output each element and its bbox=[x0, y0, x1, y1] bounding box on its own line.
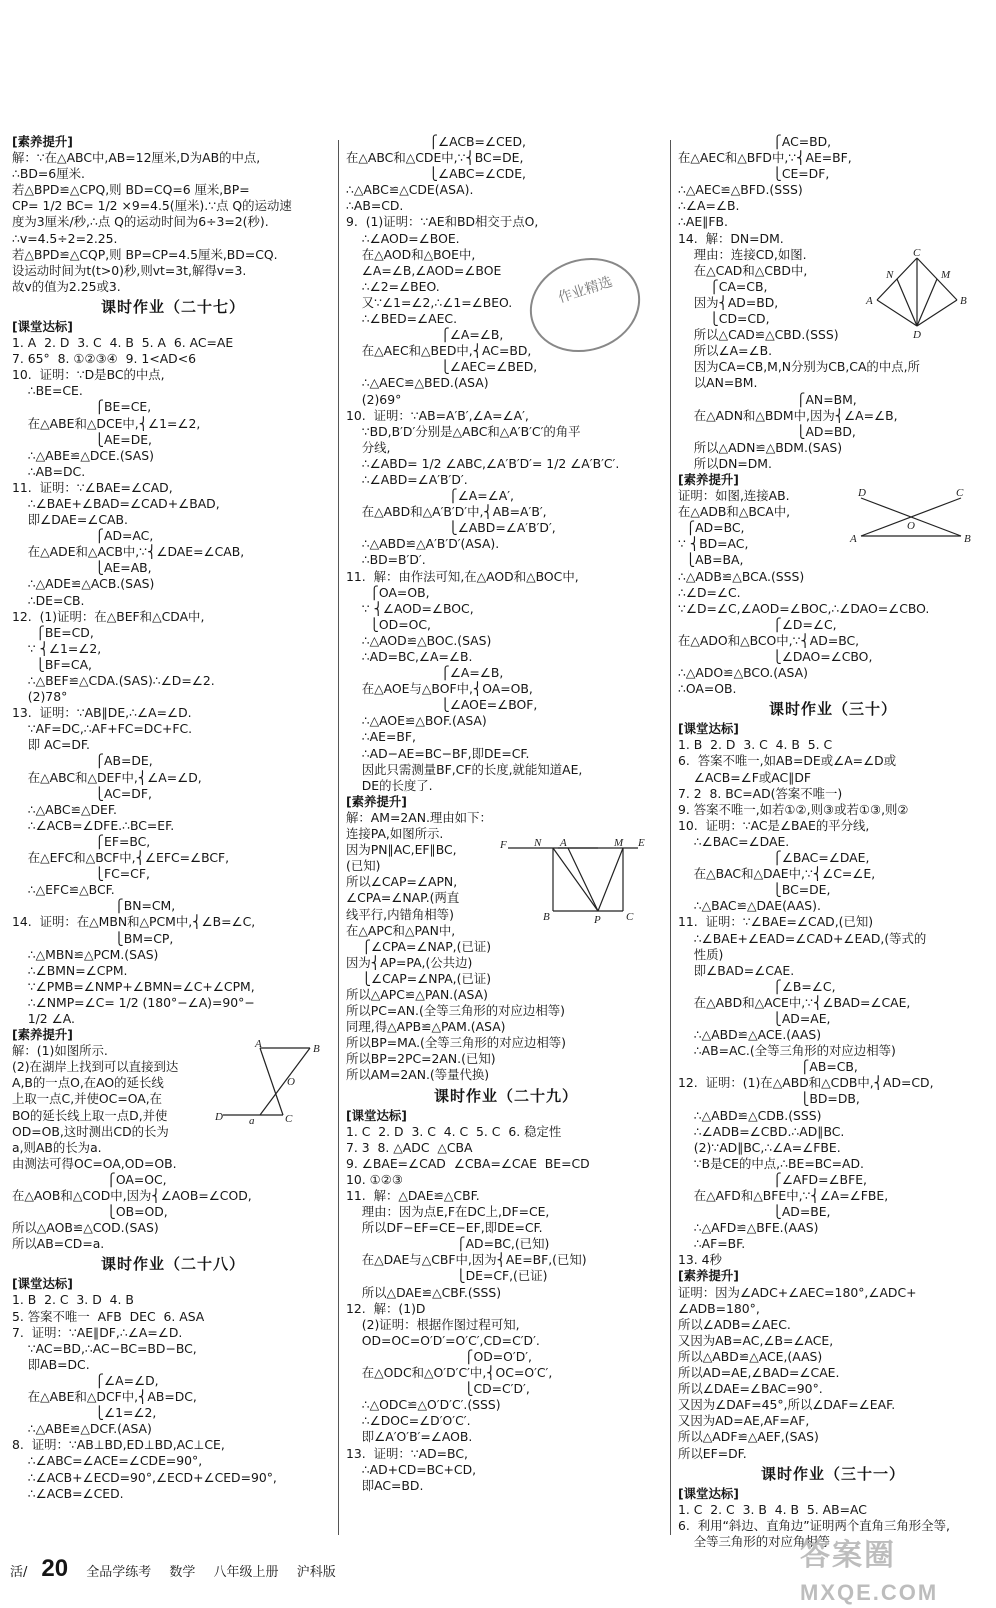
answer-line: 故v的值为2.25或3. bbox=[12, 278, 121, 294]
answer-line: ∴BE=CE. bbox=[12, 383, 83, 399]
answer-line: 在△AEC和△BED中,⎨AC=BD, bbox=[346, 343, 532, 359]
answer-line: ∴△ABD≌△ACE.(AAS) bbox=[678, 1027, 822, 1043]
answer-line: 在△AOD和△BOE中, bbox=[346, 246, 476, 262]
answer-line: ∴∠2=∠BEO. bbox=[346, 278, 440, 294]
answer-line: 12. 解：(1)D bbox=[346, 1300, 426, 1316]
answer-line: ∴AE∥FB. bbox=[678, 214, 728, 230]
answer-line: 即∠A′O′B′=∠AOB. bbox=[346, 1429, 473, 1445]
answer-line: 又∵∠1=∠2,∴∠1=∠BEO. bbox=[346, 294, 513, 310]
answer-line: 即AC=BD. bbox=[346, 1477, 424, 1493]
answer-line: ∴DE=CB. bbox=[12, 592, 85, 608]
answer-line: ⎩BF=CA, bbox=[12, 656, 93, 672]
answer-line: (已知) bbox=[346, 858, 381, 874]
answer-line: ∵AF=DC,∴AF+FC=DC+FC. bbox=[12, 721, 193, 737]
footer-grade: 八年级上册 bbox=[213, 1565, 279, 1580]
answer-line: 10. 证明：∵AB=A′B′,∠A=∠A′, bbox=[346, 407, 529, 423]
footer-brand: 全品学练考 bbox=[86, 1565, 152, 1580]
answer-line: 在△AFD和△BFE中,∵⎨∠A=∠FBE, bbox=[678, 1188, 889, 1203]
answer-line: A,B的一点O,在AO的延长线 bbox=[12, 1075, 164, 1091]
figure-label: A bbox=[560, 837, 567, 849]
answer-line: (2)69° bbox=[346, 391, 402, 407]
answer-line: 全等三角形的对应角相等 bbox=[678, 1533, 831, 1549]
answer-line: 10. 证明：∵D是BC的中点, bbox=[12, 367, 165, 383]
subsection-tag: [课堂达标] bbox=[12, 1276, 73, 1292]
answer-line: 即∠DAE=∠CAB. bbox=[12, 512, 128, 528]
answer-line: ⎩AD=BD, bbox=[678, 423, 856, 439]
answer-line: ⎩∠ABD=∠A′B′D′, bbox=[346, 520, 556, 536]
answer-line: ∴△ODC≌△O′D′C′.(SSS) bbox=[346, 1397, 501, 1413]
answer-line: 即 AC=DF. bbox=[12, 737, 90, 753]
answer-line: 所以∠ADB=∠AEC. bbox=[678, 1316, 791, 1332]
answer-line: ∵ ⎨∠AOD=∠BOC, bbox=[346, 600, 474, 616]
answer-line: ∴∠ABD= 1/2 ∠ABC,∠A′B′D′= 1/2 ∠A′B′C′. bbox=[346, 455, 620, 471]
answer-line: 所以BP=MA.(全等三角形的对应边相等) bbox=[346, 1035, 566, 1051]
answer-line: ∴∠ABD=∠A′B′D′. bbox=[346, 471, 468, 487]
answer-line: 10. 证明：∵AC是∠BAE的平分线, bbox=[678, 817, 870, 833]
figure-label: F bbox=[500, 839, 507, 851]
answer-line: 所以△ADF≌△AEF,(SAS) bbox=[678, 1429, 819, 1445]
subsection-tag: [课堂达标] bbox=[678, 721, 739, 737]
figure-label: D bbox=[858, 487, 866, 499]
subsection-tag: [素养提升] bbox=[12, 134, 73, 149]
answer-line: ∴∠BED=∠AEC. bbox=[346, 311, 458, 327]
answer-line: 7. 65° 8. ①②③④ 9. 1<AD<6 bbox=[12, 351, 196, 367]
answer-line: ⎧∠A=∠B, bbox=[346, 665, 504, 681]
answer-line: 设运动时间为t(t>0)秒,则vt=3t,解得v=3. bbox=[12, 262, 247, 278]
homework-stamp bbox=[520, 250, 650, 360]
figure-label: B bbox=[960, 295, 967, 307]
answer-line: ⎩AB=BA, bbox=[678, 552, 744, 568]
answer-line: ∴∠ACB=∠DFE.∴BC=EF. bbox=[12, 817, 175, 833]
footer-prefix: 活/ bbox=[10, 1565, 28, 1580]
parallel-lines-figure bbox=[498, 836, 648, 926]
answer-line: 又因为∠DAF=45°,所以∠DAF=∠EAF. bbox=[678, 1397, 896, 1413]
subsection-tag: [素养提升] bbox=[678, 1268, 739, 1284]
answer-line: 若△BPD≌△CPQ,则 BD=CQ=6 厘米,BP= bbox=[12, 182, 250, 198]
answer-line: ∵∠D=∠C,∠AOD=∠BOC,∴∠DAO=∠CBO. bbox=[678, 600, 930, 616]
answer-line: a,则AB的长为a. bbox=[12, 1139, 102, 1155]
answer-line: ∵ ⎨∠1=∠2, bbox=[12, 640, 102, 656]
answer-line: 在△ABC和△CDE中,∵⎨BC=DE, bbox=[346, 150, 524, 166]
answer-line: 13. 证明：∵AD=BC, bbox=[346, 1445, 468, 1461]
answer-line: 7. 2 8. BC=AD(答案不唯一) bbox=[678, 785, 843, 801]
answer-line: 在△AEC和△BFD中,∵⎨AE=BF, bbox=[678, 150, 852, 166]
answer-line: ⎧∠BAC=∠DAE, bbox=[678, 850, 870, 866]
answer-line: 上取一点C,并使OC=OA,在 bbox=[12, 1091, 163, 1107]
answer-line: ∴△AFD≌△BFE.(AAS) bbox=[678, 1220, 819, 1236]
figure-label: C bbox=[626, 911, 634, 923]
answer-line: 1/2 ∠A. bbox=[12, 1010, 75, 1026]
answer-line: ∴∠BAC=∠DAE. bbox=[678, 833, 790, 849]
answer-line: ⎩CE=DF, bbox=[678, 166, 830, 182]
column-divider bbox=[670, 140, 671, 1535]
answer-column-left bbox=[12, 134, 334, 1502]
answer-line: 7. 证明：∵AE∥DF,∴∠A=∠D. bbox=[12, 1324, 183, 1340]
kite-figure bbox=[862, 248, 972, 340]
answer-line: 1. C 2. D 3. C 4. C 5. C 6. 稳定性 bbox=[346, 1123, 562, 1139]
answer-line: 解：AM=2AN.理由如下： bbox=[346, 809, 492, 825]
answer-line: 所以AD=AE,∠BAD=∠CAE. bbox=[678, 1365, 840, 1381]
section-heading: 课时作业（二十七） bbox=[100, 297, 245, 316]
answer-line: ∴△BAC≌△DAE(AAS). bbox=[678, 898, 821, 914]
answer-line: ⎧OA=OC, bbox=[12, 1171, 167, 1187]
answer-line: ∴∠BAE+∠BAD=∠CAD+∠BAD, bbox=[12, 495, 220, 511]
answer-line: 在△DAE与△CBF中,因为⎨AE=BF,(已知) bbox=[346, 1252, 587, 1268]
answer-line: 所以△ADN≌△BDM.(SAS) bbox=[678, 439, 843, 455]
answer-line: ∴∠ABC=∠ACE=∠CDE=90°, bbox=[12, 1453, 203, 1469]
answer-line: ∴AD+CD=BC+CD, bbox=[346, 1461, 477, 1477]
answer-line: 即AB=DC. bbox=[12, 1356, 90, 1372]
answer-line: 证明：如图,连接AB. bbox=[678, 488, 790, 504]
subsection-tag: [课堂达标] bbox=[12, 318, 73, 334]
subsection-tag: [课堂达标] bbox=[678, 1485, 739, 1501]
answer-line: ⎩CD=C′D′, bbox=[346, 1381, 530, 1397]
section-heading: 课时作业（三十一） bbox=[760, 1464, 905, 1483]
answer-line: 9. ∠BAE=∠CAD ∠CBA=∠CAE BE=CD bbox=[346, 1155, 590, 1171]
page-footer bbox=[10, 1555, 350, 1585]
answer-line: 在△ABD和△A′B′D′中,⎨AB=A′B′, bbox=[346, 504, 547, 520]
figure-label: O bbox=[287, 1076, 295, 1088]
answer-line: 因为⎨AP=PA,(公共边) bbox=[346, 954, 473, 970]
answer-line: ⎩CD=CD, bbox=[678, 311, 770, 327]
answer-line: 所以∠CAP=∠APN, bbox=[346, 874, 458, 890]
figure-label: C bbox=[285, 1113, 293, 1125]
answer-line: ⎧AB=DE, bbox=[12, 753, 153, 769]
figure-label: a bbox=[249, 1115, 255, 1125]
answer-line: ∴△AOE≌△BOF.(ASA) bbox=[346, 713, 487, 729]
answer-line: ⎧AB=CB, bbox=[678, 1059, 858, 1075]
answer-line: OD=OC=O′D′=O′C′,CD=C′D′. bbox=[346, 1332, 540, 1348]
answer-line: ∴△ABC≌△CDE(ASA). bbox=[346, 182, 474, 198]
answer-line: ∴OA=OB. bbox=[678, 681, 737, 697]
answer-line: ∴△ABE≌△DCF.(ASA) bbox=[12, 1421, 152, 1437]
answer-line: 所以AM=2AN.(等量代换) bbox=[346, 1067, 490, 1083]
answer-line: 在△ADN和△BDM中,因为⎨∠A=∠B, bbox=[678, 407, 898, 423]
answer-line: ∴∠NMP=∠C= 1/2 (180°−∠A)=90°− bbox=[12, 994, 255, 1010]
answer-line: 13. 4秒 bbox=[678, 1252, 722, 1268]
answer-line: ⎩AD=AE, bbox=[678, 1010, 831, 1026]
subsection-tag: [素养提升] bbox=[346, 793, 407, 809]
answer-line: ∴△AEC≌△BED.(ASA) bbox=[346, 375, 489, 391]
answer-line: ∴∠DOC=∠D′O′C′. bbox=[346, 1413, 471, 1429]
figure-label: A bbox=[255, 1040, 262, 1050]
answer-line: 1. A 2. D 3. C 4. B 5. A 6. AC=AE bbox=[12, 335, 234, 351]
figure-label: A bbox=[866, 295, 873, 307]
figure-label: D bbox=[913, 329, 921, 340]
answer-line: ∴△ADE≌△ACB.(SAS) bbox=[12, 576, 155, 592]
answer-line: 在△ABD和△ACE中,∵⎨∠BAD=∠CAE, bbox=[678, 994, 911, 1010]
answer-line: ⎩∠CAP=∠NPA,(已证) bbox=[346, 970, 492, 986]
answer-line: ⎧BE=CD, bbox=[12, 624, 94, 640]
answer-line: 所以DN=DM. bbox=[678, 455, 772, 471]
answer-line: ⎧AD=AC, bbox=[12, 528, 154, 544]
figure-label: B bbox=[543, 911, 550, 923]
answer-line: ⎩AE=AB, bbox=[12, 560, 152, 576]
subsection-tag: [素养提升] bbox=[12, 1027, 73, 1043]
answer-line: 因为CA=CB,M,N分别为CB,CA的中点,所 bbox=[678, 359, 920, 375]
answer-line: ⎩∠ABC=∠CDE, bbox=[346, 166, 526, 182]
answer-line: 同理,得△APB≌△PAM.(ASA) bbox=[346, 1019, 506, 1035]
answer-line: ∵ ⎨BD=AC, bbox=[678, 536, 749, 552]
answer-line: ∴BD=B′D′. bbox=[346, 552, 426, 568]
answer-line: ∵∠PMB=∠NMP+∠BMN=∠C+∠CPM, bbox=[12, 978, 255, 994]
answer-line: 所以BP=2PC=2AN.(已知) bbox=[346, 1051, 496, 1067]
answer-line: ∴△ABD≌△CDB.(SSS) bbox=[678, 1107, 822, 1123]
answer-line: OD=OB,这时测出CD的长为 bbox=[12, 1123, 169, 1139]
answer-line: 11. 解：△DAE≌△CBF. bbox=[346, 1188, 480, 1203]
answer-line: ⎩BD=DB, bbox=[678, 1091, 860, 1107]
answer-line: ∴∠A=∠B. bbox=[678, 198, 740, 214]
answer-line: ⎧AC=BD, bbox=[678, 134, 832, 149]
answer-line: 所以DF−EF=CE−EF,即DE=CF. bbox=[346, 1220, 543, 1236]
answer-line: ∴△AOD≌△BOC.(SAS) bbox=[346, 632, 492, 648]
answer-line: ⎩∠AOE=∠BOF, bbox=[346, 697, 538, 713]
answer-line: 在△ABC和△DEF中,⎨∠A=∠D, bbox=[12, 769, 202, 785]
answer-line: ∴△ADO≌△BCO.(ASA) bbox=[678, 665, 808, 681]
answer-line: ⎧OA=OB, bbox=[346, 584, 430, 600]
answer-line: 所以∠A=∠B. bbox=[678, 343, 773, 359]
answer-line: ∴△BEF≌△CDA.(SAS)∴∠D=∠2. bbox=[12, 673, 215, 688]
subsection-tag: [课堂达标] bbox=[346, 1107, 407, 1123]
answer-line: 由测法可得OC=OA,OD=OB. bbox=[12, 1155, 177, 1171]
answer-line: ⎩BM=CP, bbox=[12, 930, 174, 946]
answer-line: ⎧OD=O′D′, bbox=[346, 1348, 532, 1364]
answer-line: ∴∠ACB=∠CED. bbox=[12, 1485, 124, 1501]
watermark-logo: 答案圈 MXQE.COM bbox=[800, 1539, 939, 1605]
figure-label: E bbox=[638, 837, 645, 849]
figure-label: N bbox=[534, 837, 542, 849]
answer-line: ∠CPA=∠NAP.(两直 bbox=[346, 890, 460, 906]
answer-line: ∴AF=BF. bbox=[678, 1236, 746, 1252]
answer-line: 因为⎨AD=BD, bbox=[678, 294, 779, 310]
answer-line: ∠ADB=180°, bbox=[678, 1300, 760, 1316]
figure-label: A bbox=[850, 533, 857, 545]
figure-label: P bbox=[594, 914, 601, 926]
answer-line: 1. C 2. C 3. B 4. B 5. AB=AC bbox=[678, 1501, 867, 1517]
answer-line: ⎧∠A=∠A′, bbox=[346, 488, 514, 504]
answer-line: 在△ABE和△DCE中,⎨∠1=∠2, bbox=[12, 415, 201, 431]
bowtie-figure bbox=[846, 486, 976, 550]
answer-line: 因为PN∥AC,EF∥BC, bbox=[346, 842, 457, 858]
answer-line: 在△BAC和△DAE中,∵⎨∠C=∠E, bbox=[678, 866, 876, 882]
answer-line: ∵AC=BD,∴AC−BC=BD−BC, bbox=[12, 1340, 197, 1356]
answer-line: ⎧CA=CB, bbox=[678, 278, 768, 294]
answer-line: 解：∵在△ABC中,AB=12厘米,D为AB的中点, bbox=[12, 150, 261, 166]
answer-line: ∵B是CE的中点,∴BE=BC=AD. bbox=[678, 1155, 864, 1171]
answer-line: 所以PC=AN.(全等三角形的对应边相等) bbox=[346, 1003, 565, 1019]
section-heading: 课时作业（三十） bbox=[768, 700, 897, 719]
answer-line: ∴∠D=∠C. bbox=[678, 584, 741, 600]
answer-line: ⎩∠AEC=∠BED, bbox=[346, 359, 538, 375]
answer-line: 在△ADE和△ACB中,∵⎨∠DAE=∠CAB, bbox=[12, 544, 245, 560]
answer-line: ∴AB=CD. bbox=[346, 198, 404, 214]
answer-line: ∴△EFC≌△BCF. bbox=[12, 882, 115, 898]
answer-line: 又因为AB=AC,∠B=∠ACE, bbox=[678, 1332, 834, 1348]
section-heading: 课时作业（二十八） bbox=[100, 1255, 245, 1274]
answer-line: ⎩DE=CF,(已证) bbox=[346, 1268, 548, 1284]
answer-line: ⎧∠ACB=∠CED, bbox=[346, 134, 526, 149]
answer-line: ⎧BN=CM, bbox=[12, 898, 176, 914]
answer-line: 所以△ABD≌△ACE,(AAS) bbox=[678, 1348, 823, 1364]
answer-line: 7. 3 8. △ADC △CBA bbox=[346, 1139, 473, 1155]
answer-line: 8. 证明：∵AB⊥BD,ED⊥BD,AC⊥CE, bbox=[12, 1437, 225, 1453]
answer-line: 在△ADB和△BCA中, bbox=[678, 504, 791, 520]
answer-line: 理由：连接CD,如图. bbox=[678, 246, 807, 262]
answer-line: (2)∵AD∥BC,∴∠A=∠FBE. bbox=[678, 1139, 841, 1155]
figure-label: O bbox=[907, 520, 915, 532]
answer-line: ∴AE=BF, bbox=[346, 729, 416, 745]
answer-line: 性质) bbox=[678, 946, 724, 962]
answer-line: 所以△AOB≌△COD.(SAS) bbox=[12, 1220, 159, 1236]
section-heading: 课时作业（二十九） bbox=[433, 1086, 578, 1105]
answer-line: 在△ADO和△BCO中,∵⎨AD=BC, bbox=[678, 632, 860, 648]
answer-line: ∴△AEC≌△BFD.(SSS) bbox=[678, 182, 803, 198]
answer-line: 在△CAD和△CBD中, bbox=[678, 262, 808, 278]
answer-line: 所以△APC≌△PAN.(ASA) bbox=[346, 986, 488, 1002]
answer-line: 在△EFC和△BCF中,⎨∠EFC=∠BCF, bbox=[12, 850, 230, 866]
answer-line: 所以AB=CD=a. bbox=[12, 1236, 105, 1252]
answer-column-right bbox=[678, 134, 988, 1550]
answer-line: ⎩OD=OC, bbox=[346, 616, 431, 632]
answer-line: ⎧BE=CE, bbox=[12, 399, 152, 415]
answer-line: ⎩∠DAO=∠CBO, bbox=[678, 649, 873, 664]
answer-line: ⎧EF=BC, bbox=[12, 833, 151, 849]
answer-line: ⎩AC=DF, bbox=[12, 785, 152, 801]
footer-edition: 沪科版 bbox=[296, 1565, 336, 1580]
answer-line: 6. 利用“斜边、直角边”证明两个直角三角形全等, bbox=[678, 1517, 950, 1533]
answer-line: (2)证明：根据作图过程可知, bbox=[346, 1316, 520, 1332]
answer-line: ⎧∠A=∠B, bbox=[346, 327, 504, 343]
answer-line: ∴△ABC≌△DEF. bbox=[12, 801, 117, 817]
answer-line: ∴△ABD≌△A′B′D′(ASA). bbox=[346, 536, 500, 552]
answer-line: 12. (1)证明：在△BEF和△CDA中, bbox=[12, 608, 205, 624]
answer-line: 1. B 2. C 3. D 4. B bbox=[12, 1292, 134, 1308]
answer-line: ∴△ABE≌△DCE.(SAS) bbox=[12, 447, 154, 463]
answer-line: ⎧∠D=∠C, bbox=[678, 616, 837, 632]
answer-line: ⎩OB=OD, bbox=[12, 1204, 168, 1220]
answer-line: 在△APC和△PAN中, bbox=[346, 922, 456, 938]
lake-measure-figure bbox=[215, 1040, 330, 1125]
answer-line: ∴∠BAE+∠EAD=∠CAD+∠EAD,(等式的 bbox=[678, 930, 927, 946]
answer-line: ∴∠BMN=∠CPM. bbox=[12, 962, 128, 978]
stamp-text: 作业精选 bbox=[556, 273, 615, 307]
answer-line: 解：(1)如图所示. bbox=[12, 1043, 108, 1059]
figure-label: M bbox=[941, 269, 951, 281]
answer-line: BO的延长线上取一点D,并使 bbox=[12, 1107, 168, 1123]
figure-label: C bbox=[956, 487, 964, 499]
answer-line: ∴AB=DC. bbox=[12, 463, 86, 479]
answer-line: 11. 证明：∵∠BAE=∠CAD,(已知) bbox=[678, 914, 874, 930]
answer-line: 11. 解：由作法可知,在△AOD和△BOC中, bbox=[346, 568, 579, 584]
answer-line: 9. (1)证明：∵AE和BD相交于点O, bbox=[346, 214, 539, 230]
answer-line: ∴AB=AC.(全等三角形的对应边相等) bbox=[678, 1043, 896, 1059]
answer-line: ⎩AD=BE, bbox=[678, 1204, 831, 1220]
figure-label: C bbox=[913, 248, 921, 259]
answer-line: 又因为AD=AE,AF=AF, bbox=[678, 1413, 810, 1429]
answer-line: 9. 答案不唯一,如若①②,则③或若①③,则② bbox=[678, 801, 909, 817]
column-divider bbox=[338, 140, 339, 1535]
figure-label: M bbox=[614, 837, 624, 849]
answer-line: 11. 证明：∵∠BAE=∠CAD, bbox=[12, 479, 173, 495]
answer-line: 因此只需测量BF,CF的长度,就能知道AE, bbox=[346, 761, 583, 777]
answer-line: ∴AD−AE=BC−BF,即DE=CF. bbox=[346, 745, 530, 761]
answer-line: ⎩FC=CF, bbox=[12, 866, 150, 882]
answer-line: ⎩BC=DE, bbox=[678, 882, 831, 898]
answer-line: ⎧AD=BC,(已知) bbox=[346, 1236, 550, 1252]
answer-line: 在△AOE与△BOF中,⎨OA=OB, bbox=[346, 681, 533, 697]
answer-line: ∴∠ACB+∠ECD=90°,∠ECD+∠CED=90°, bbox=[12, 1469, 277, 1485]
answer-line: ∴△ADB≌△BCA.(SSS) bbox=[678, 568, 805, 584]
answer-line: 10. ①②③ bbox=[346, 1171, 403, 1187]
answer-line: 5. 答案不唯一 AFB DEC 6. ASA bbox=[12, 1308, 205, 1324]
answer-line: 14. 解：DN=DM. bbox=[678, 230, 784, 246]
answer-line: 即∠BAD=∠CAE. bbox=[678, 962, 795, 978]
answer-line: ⎧AD=BC, bbox=[678, 520, 745, 536]
answer-line: (2)78° bbox=[12, 689, 68, 705]
answer-line: 在△AOB和△COD中,因为⎨∠AOB=∠COD, bbox=[12, 1188, 252, 1203]
answer-line: ∠ACB=∠F或AC∥DF bbox=[678, 769, 812, 785]
figure-label: D bbox=[215, 1111, 223, 1123]
answer-line: 线平行,内错角相等) bbox=[346, 906, 454, 922]
answer-line: 在△ABE和△DCF中,⎨AB=DC, bbox=[12, 1389, 197, 1405]
answer-line: ∴AD=BC,∠A=∠B. bbox=[346, 649, 473, 664]
answer-line: 分线, bbox=[346, 439, 391, 455]
answer-line: 度为3厘米/秒,∴点 Q的运动时间为6÷3=2(秒). bbox=[12, 214, 269, 230]
answer-line: 以AN=BM. bbox=[678, 375, 758, 391]
answer-line: 在△ODC和△O′D′C′中,⎨OC=O′C′, bbox=[346, 1365, 553, 1381]
figure-label: B bbox=[964, 533, 971, 545]
answer-line: 所以△DAE≌△CBF.(SSS) bbox=[346, 1284, 502, 1300]
answer-line: 12. 证明：(1)在△ABD和△CDB中,⎨AD=CD, bbox=[678, 1075, 934, 1091]
answer-line: ∠A=∠B,∠AOD=∠BOE bbox=[346, 262, 502, 278]
subsection-tag: [素养提升] bbox=[678, 471, 739, 487]
answer-line: DE的长度了. bbox=[346, 777, 433, 793]
answer-line: 14. 证明：在△MBN和△PCM中,⎨∠B=∠C, bbox=[12, 914, 256, 930]
answer-line: ⎧∠B=∠C, bbox=[678, 978, 836, 994]
answer-line: ∴v=4.5÷2=2.25. bbox=[12, 230, 118, 246]
answer-line: 若△BPD≌△CQP,则 BP=CP=4.5厘米,BD=CQ. bbox=[12, 246, 278, 262]
answer-line: 13. 证明：∵AB∥DE,∴∠A=∠D. bbox=[12, 705, 192, 721]
answer-line: ⎩∠1=∠2, bbox=[12, 1405, 157, 1421]
answer-line: ∴△MBN≌△PCM.(SAS) bbox=[12, 946, 159, 962]
answer-line: 所以△CAD≌△CBD.(SSS) bbox=[678, 327, 839, 343]
answer-line: 所以∠DAE=∠BAC=90°. bbox=[678, 1381, 823, 1397]
answer-line: ∴BD=6厘米. bbox=[12, 166, 85, 182]
answer-line: ⎧∠A=∠D, bbox=[12, 1372, 159, 1388]
figure-label: N bbox=[886, 269, 894, 281]
answer-line: 连接PA,如图所示. bbox=[346, 826, 444, 842]
answer-line: CP= 1/2 BC= 1/2 ×9=4.5(厘米).∵点 Q的运动速 bbox=[12, 198, 292, 214]
answer-line: 6. 答案不唯一,如AB=DE或∠A=∠D或 bbox=[678, 753, 897, 769]
answer-line: ∵BD,B′D′分别是△ABC和△A′B′C′的角平 bbox=[346, 423, 581, 439]
answer-line: ∴∠AOD=∠BOE. bbox=[346, 230, 460, 246]
answer-line: ⎩AE=DE, bbox=[12, 431, 152, 447]
answer-line: (2)在湖岸上找到可以直接到达 bbox=[12, 1059, 179, 1075]
answer-line: ⎧∠AFD=∠BFE, bbox=[678, 1171, 867, 1187]
answer-line: ⎧∠CPA=∠NAP,(已证) bbox=[346, 938, 492, 954]
footer-subject: 数学 bbox=[169, 1565, 196, 1580]
figure-label: B bbox=[313, 1043, 320, 1055]
answer-line: 证明：因为∠ADC+∠AEC=180°,∠ADC+ bbox=[678, 1284, 917, 1300]
answer-line: ⎧AN=BM, bbox=[678, 391, 857, 407]
answer-line: 1. B 2. D 3. C 4. B 5. C bbox=[678, 737, 833, 753]
page-number: 20 bbox=[41, 1555, 69, 1582]
answer-line: 所以EF=DF. bbox=[678, 1445, 747, 1461]
answer-line: 理由：因为点E,F在DC上,DF=CE, bbox=[346, 1204, 550, 1220]
answer-line: ∴∠ADB=∠CBD.∴AD∥BC. bbox=[678, 1123, 845, 1139]
